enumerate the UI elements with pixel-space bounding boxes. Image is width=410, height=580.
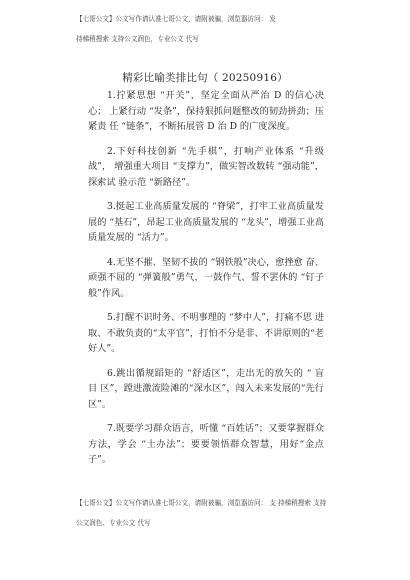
page-header	[76, 12, 376, 46]
paragraph-4: 4.无坚不摧、坚韧不拔的 “钢铁般”决心，愈挫愈 奋、 顽强不屈的 “弹簧般”勇气，一鼓作气、誓不罢休的 “钉子 般”作风。	[88, 256, 324, 299]
paragraph-5: 5.打醒不识时务、不明事理的 “梦中人”，打痛不思 进取、不敢负责的“太平官”，打怕不分是非、不讲原则的“老 好人”。	[88, 312, 324, 354]
paragraph-2: 2.下好科技创新 “先手棋”，打响产业体系 “升级战”， 增强重大项目 “支撑力”，做实智改数转 “强动能”，探索试 验示范 “新路径”。	[88, 145, 324, 188]
header-line-2: 持梯稍搜索 支持公文润色，专业公文 代写	[76, 35, 199, 43]
header-line-1: 【七哥公文】公文写作请认准七哥公文，请附被骗，浏览器访问： 发	[76, 15, 276, 23]
footer-line-1: 【七哥公文】公文写作请认准七哥公文，请附被骗，浏览器访问： 支 持梯稍搜索 支持	[76, 499, 327, 507]
document-body	[88, 88, 324, 477]
paragraph-6: 6.跳出循规蹈矩的 “舒适区”，走出无的放矢的 “ 盲 目 区”，蹚进激流险滩的“深水区”，闯入未来发展的“先行区”。	[88, 367, 324, 410]
page-footer	[76, 496, 376, 530]
document-title: 精彩比喻类排比句（ 20250916）	[122, 72, 288, 84]
paragraph-7: 7.既要学习群众语言，听懂 “百姓话”；又要掌握群众 方法，学会 “土办法”；要要领悟群众智慧，用好“金点 子”。	[88, 423, 324, 465]
paragraph-1: 1.拧紧思想 “开关”，坚定全面从严治 D 的信心决心； 上紧行动 “发条”，保持狠抓问题整改的韧劲拼劲；压紧责 任 “链条”，不断拓展管 D 治 D 的广度深度。	[88, 90, 324, 132]
paragraph-3: 3.挺起工业高质量发展的 “脊梁”，打牢工业高质量发 展的 “基石”，昂起工业高质量发展的 “龙头”，增强工业高 质量发展的 “活力”。	[88, 201, 324, 243]
footer-line-2: 公文润色、专业公文 代写	[76, 519, 151, 527]
